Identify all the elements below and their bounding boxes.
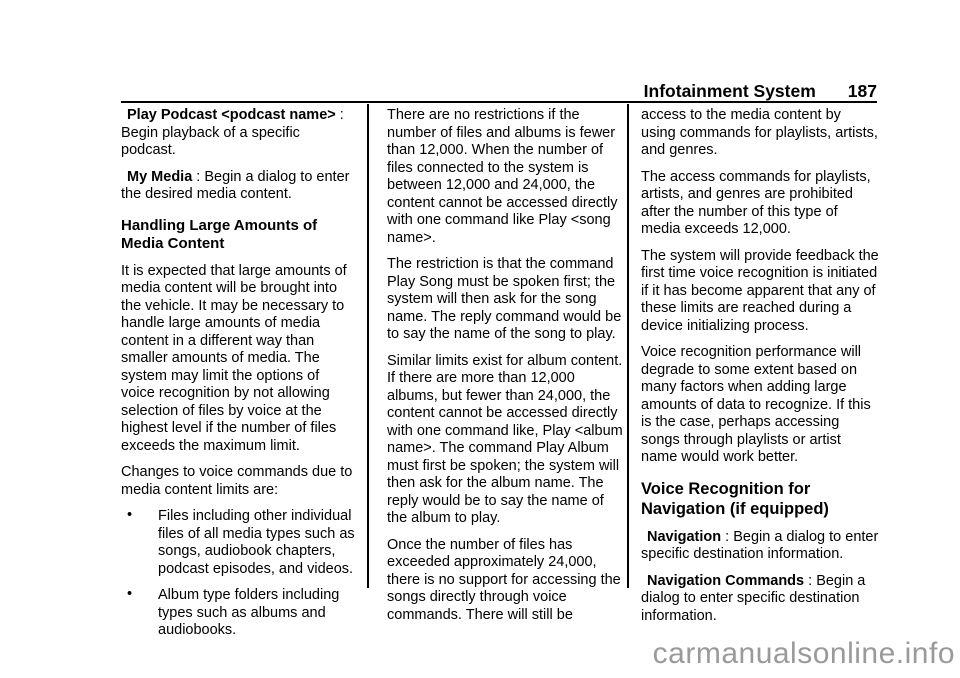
column-divider-1 bbox=[367, 104, 369, 588]
page-header bbox=[121, 81, 877, 101]
command-play-podcast-name: Play Podcast <podcast name> bbox=[127, 107, 336, 123]
command-navigation-commands-desc: : Begin a dialog to enter specific destination information. bbox=[641, 572, 866, 624]
column-2 bbox=[387, 107, 625, 633]
subheading-handling-large-media: Handling Large Amounts of Media Content bbox=[121, 216, 318, 252]
header-rule bbox=[121, 101, 877, 103]
watermark: carmanualsonline.info bbox=[652, 637, 955, 670]
header-title: Infotainment System bbox=[643, 81, 816, 101]
paragraph: Voice recognition performance will degrade to some extent based on many factors when adding large amounts of data to recognize. If this is the case, perhaps accessing songs through playlists or artist name would work better. bbox=[641, 344, 871, 465]
page-number: 187 bbox=[847, 81, 877, 101]
command-navigation bbox=[641, 529, 879, 564]
paragraph: The system will provide feedback the first time voice recognition is initiated if it has become apparent that any of these limits are reached during a device initializing process. bbox=[641, 247, 879, 334]
paragraph: The access commands for playlists, artists, and genres are prohibited after the number of this type of media exceeds 12,000. bbox=[641, 168, 871, 237]
section-heading-voice-recognition-navigation: Voice Recognition for Navigation (if equipped) bbox=[641, 479, 829, 518]
command-navigation-commands-name: Navigation Commands bbox=[647, 572, 805, 589]
paragraph: Similar limits exist for album content. If there are more than 12,000 albums, but fewer than 24,000, the content cannot be accessed directly with one command like, Play <album name>. The command Play Album must first be spoken; the system will then ask for the album name. The reply would be to say the name of the album to play. bbox=[387, 352, 623, 526]
column-1 bbox=[121, 107, 357, 649]
list-item bbox=[121, 508, 357, 578]
command-navigation-name: Navigation bbox=[647, 528, 722, 545]
command-my-media bbox=[121, 169, 357, 204]
command-my-media-desc: : Begin a dialog to enter the desired media content. bbox=[121, 168, 350, 202]
command-my-media-name: My Media bbox=[127, 168, 193, 185]
paragraph: access to the media content by using commands for playlists, artists, and genres. bbox=[641, 107, 878, 158]
paragraph: The restriction is that the command Play Song must be spoken first; the system will then ask for the song name. The reply command would be to say the name of the song to play. bbox=[387, 256, 622, 342]
paragraph: There are no restrictions if the number of files and albums is fewer than 12,000. When the number of files connected to the system is between 12,000 and 24,000, the content cannot be accessed directly with one command like Play <song name>. bbox=[387, 107, 618, 246]
list-item-text: Album type folders including types such as albums and audiobooks. bbox=[158, 587, 340, 638]
paragraph: It is expected that large amounts of media content will be brought into the vehicle. It may be necessary to handle large amounts of media content in a different way than smaller amounts of media. The system may limit the options of voice recognition by not allowing selection of files by voice at the highest level if the number of files exceeds the maximum limit. bbox=[121, 262, 347, 454]
column-divider-2 bbox=[627, 104, 629, 588]
bullet-icon: • bbox=[127, 586, 133, 602]
paragraph: Once the number of files has exceeded approximately 24,000, there is no support for accessing the songs directly through voice commands. There will still be bbox=[387, 536, 621, 623]
list-item bbox=[121, 587, 357, 640]
command-navigation-commands bbox=[641, 573, 879, 626]
command-navigation-desc: : Begin a dialog to enter specific destination information. bbox=[641, 528, 879, 562]
command-play-podcast-desc: : Begin playback of a specific podcast. bbox=[121, 107, 344, 158]
column-3 bbox=[641, 107, 879, 634]
bullet-icon: • bbox=[127, 507, 133, 523]
paragraph: Changes to voice commands due to media content limits are: bbox=[121, 464, 353, 498]
list-item-text: Files including other individual files of all media types such as songs, audiobook chapters, podcast episodes, and videos. bbox=[158, 508, 355, 577]
command-play-podcast bbox=[121, 107, 357, 160]
